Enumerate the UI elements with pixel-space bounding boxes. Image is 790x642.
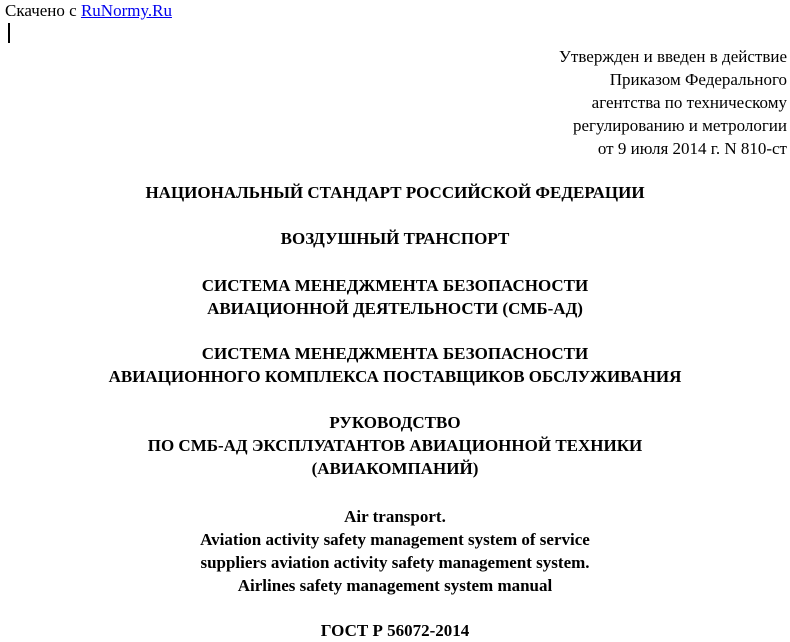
approval-line: агентства по техническому	[591, 93, 787, 112]
download-prefix: Скачено с	[5, 1, 81, 20]
guide-line: РУКОВОДСТВО	[329, 413, 461, 432]
gost-number-heading	[0, 619, 790, 642]
smb-ad-line: СИСТЕМА МЕНЕДЖМЕНТА БЕЗОПАСНОСТИ	[201, 276, 589, 295]
national-standard-title: НАЦИОНАЛЬНЫЙ СТАНДАРТ РОССИЙСКОЙ ФЕДЕРАЦИИ	[145, 183, 645, 202]
gost-number: ГОСТ Р 56072-2014	[320, 621, 470, 640]
service-complex-line: СИСТЕМА МЕНЕДЖМЕНТА БЕЗОПАСНОСТИ	[201, 344, 589, 363]
smb-ad-heading	[0, 274, 790, 320]
guide-line: (АВИАКОМПАНИЙ)	[311, 459, 479, 478]
approval-line: от 9 июля 2014 г. N 810-ст	[597, 139, 787, 158]
english-title-line: Aviation activity safety management system of service	[200, 530, 590, 549]
english-title-line: suppliers aviation activity safety management system.	[200, 553, 590, 572]
service-complex-line: АВИАЦИОННОГО КОМПЛЕКСА ПОСТАВЩИКОВ ОБСЛУЖИВАНИЯ	[108, 367, 682, 386]
english-title-line: Airlines safety management system manual	[237, 576, 553, 595]
approval-line: Приказом Федерального	[609, 70, 787, 89]
air-transport-heading	[0, 227, 790, 250]
text-cursor	[8, 23, 10, 43]
guide-line: ПО СМБ-АД ЭКСПЛУАТАНТОВ АВИАЦИОННОЙ ТЕХНИКИ	[147, 436, 643, 455]
download-source-line	[5, 1, 172, 21]
smb-ad-line: АВИАЦИОННОЙ ДЕЯТЕЛЬНОСТИ (СМБ-АД)	[207, 299, 583, 318]
service-complex-heading	[0, 342, 790, 388]
national-standard-heading	[0, 181, 790, 204]
runormy-link[interactable]: RuNormy.Ru	[80, 1, 172, 20]
air-transport-title: ВОЗДУШНЫЙ ТРАНСПОРТ	[280, 229, 510, 248]
guide-heading	[0, 411, 790, 480]
approval-line: Утвержден и введен в действие	[558, 47, 787, 66]
english-title-block	[0, 505, 790, 597]
approval-line: регулированию и метрологии	[572, 116, 787, 135]
english-title-line: Air transport.	[344, 507, 446, 526]
approval-block	[559, 45, 787, 160]
